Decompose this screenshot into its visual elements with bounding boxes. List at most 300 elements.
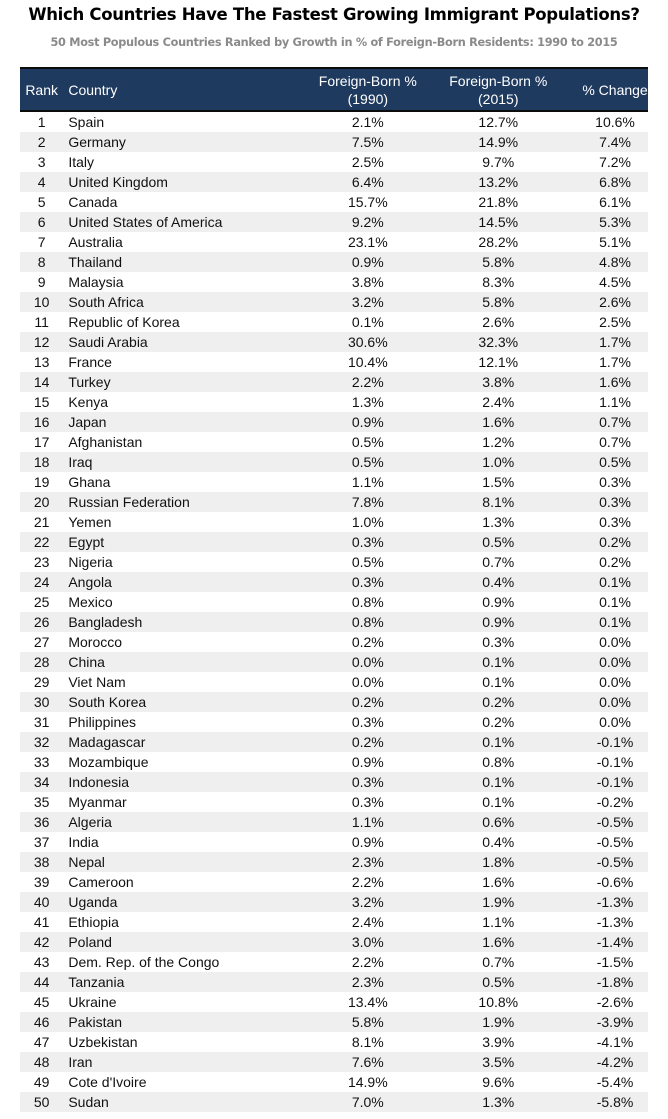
foreign-born-1990-cell: 2.5% [351,154,384,170]
foreign-born-2015-cell: 3.8% [482,374,515,390]
percent-change-cell: 1.7% [599,354,631,370]
foreign-born-2015-cell: 32.3% [478,334,519,350]
foreign-born-2015-cell: 0.5% [482,534,515,550]
table-row [20,612,648,632]
rank-cell: 49 [33,1074,50,1090]
country-cell: Russian Federation [68,494,190,510]
foreign-born-2015-cell: 14.5% [478,214,519,230]
foreign-born-2015-cell: 1.8% [482,854,515,870]
rank-cell: 41 [33,914,50,930]
country-cell: Pakistan [68,1014,123,1030]
rank-cell: 38 [33,854,50,870]
foreign-born-2015-cell: 12.7% [478,114,519,130]
country-cell: Italy [68,154,95,170]
table-row [20,272,648,292]
foreign-born-1990-cell: 0.0% [351,654,384,670]
table-row [20,832,648,852]
rank-cell: 4 [37,174,46,190]
rank-cell: 12 [33,334,50,350]
rank-cell: 48 [33,1054,50,1070]
percent-change-cell: 4.8% [599,254,631,270]
foreign-born-2015-cell: 0.6% [482,814,515,830]
foreign-born-1990-cell: 0.8% [351,614,384,630]
foreign-born-2015-cell: 1.5% [482,474,515,490]
foreign-born-2015-cell: 0.8% [482,754,515,770]
foreign-born-2015-cell: 21.8% [478,194,519,210]
foreign-born-1990-cell: 6.4% [351,174,384,190]
rank-cell: 46 [33,1014,50,1030]
country-cell: Cote d'Ivoire [68,1074,147,1090]
page-title: Which Countries Have The Fastest Growing Immigrant Populations? [28,5,640,24]
rank-cell: 35 [33,794,50,810]
foreign-born-2015-cell: 1.6% [482,414,515,430]
percent-change-cell: 2.5% [599,314,631,330]
foreign-born-1990-cell: 0.0% [351,674,384,690]
rank-cell: 47 [33,1034,50,1050]
table-row [20,892,648,912]
percent-change-cell: -0.1% [596,734,634,750]
rank-cell: 34 [33,774,50,790]
foreign-born-1990-cell: 1.1% [351,474,384,490]
foreign-born-1990-cell: 0.3% [351,714,384,730]
percent-change-cell: -0.5% [596,814,634,830]
percent-change-cell: -2.6% [596,994,634,1010]
table-row [20,652,648,672]
foreign-born-1990-cell: 2.2% [351,874,384,890]
percent-change-cell: 0.1% [599,594,631,610]
country-cell: Kenya [68,394,109,410]
rank-cell: 39 [33,874,50,890]
country-cell: Canada [68,194,118,210]
table-row [20,632,648,652]
table-row [20,992,648,1012]
rank-cell: 43 [33,954,50,970]
rank-cell: 15 [33,394,50,410]
foreign-born-2015-cell: 9.7% [482,154,515,170]
rank-cell: 31 [33,714,50,730]
country-cell: Yemen [68,514,112,530]
country-cell: Saudi Arabia [68,334,148,350]
rank-cell: 17 [33,434,50,450]
percent-change-cell: -1.3% [596,894,634,910]
percent-change-cell: 6.1% [599,194,631,210]
rank-cell: 25 [33,594,50,610]
foreign-born-2015-cell: 12.1% [478,354,519,370]
foreign-born-2015-cell: 5.8% [482,254,515,270]
percent-change-cell: 0.5% [599,454,631,470]
rank-cell: 36 [33,814,50,830]
rank-cell: 50 [33,1094,50,1110]
rank-cell: 21 [33,514,50,530]
rank-cell: 45 [33,994,50,1010]
country-cell: Uganda [68,894,118,910]
percent-change-cell: 5.1% [599,234,631,250]
table-row [20,752,648,772]
foreign-born-1990-cell: 3.2% [351,294,384,310]
foreign-born-1990-cell: 3.2% [351,894,384,910]
foreign-born-1990-cell: 1.0% [351,514,384,530]
foreign-born-1990-cell: 7.5% [351,134,384,150]
table-row [20,192,648,212]
table-row [20,412,648,432]
country-cell: Poland [68,934,112,950]
foreign-born-2015-cell: 0.1% [482,674,515,690]
rank-cell: 10 [33,294,50,310]
rank-cell: 1 [37,114,46,130]
foreign-born-2015-cell: 0.1% [482,774,515,790]
country-cell: Germany [68,134,126,150]
table-row [20,372,648,392]
country-cell: Nigeria [68,554,113,570]
percent-change-cell: 1.7% [599,334,631,350]
foreign-born-2015-cell: 0.7% [482,554,515,570]
rank-cell: 29 [33,674,50,690]
percent-change-cell: 0.3% [599,494,631,510]
percent-change-cell: 0.2% [599,554,631,570]
foreign-born-2015-cell: 3.5% [482,1054,515,1070]
rank-cell: 9 [37,274,46,290]
country-cell: Ukraine [68,994,117,1010]
foreign-born-1990-cell: 7.8% [351,494,384,510]
percent-change-cell: -0.1% [596,754,634,770]
rank-cell: 3 [37,154,46,170]
country-cell: South Africa [68,294,144,310]
percent-change-cell: 4.5% [599,274,631,290]
foreign-born-2015-cell: 1.9% [482,1014,515,1030]
table-row [20,1052,648,1072]
country-cell: India [68,834,99,850]
country-cell: Madagascar [68,734,146,750]
foreign-born-2015-cell: 2.4% [482,394,515,410]
foreign-born-2015-cell: 0.3% [482,634,515,650]
country-cell: South Korea [68,694,147,710]
table-row [20,972,648,992]
foreign-born-1990-cell: 0.9% [351,254,384,270]
foreign-born-1990-cell: 5.8% [351,1014,384,1030]
foreign-born-2015-cell: 0.2% [482,714,515,730]
table-row [20,852,648,872]
foreign-born-2015-cell: 1.1% [482,914,515,930]
foreign-born-1990-cell: 0.8% [351,594,384,610]
foreign-born-1990-cell: 1.1% [351,814,384,830]
country-cell: Angola [68,574,112,590]
country-cell: Myanmar [68,794,127,810]
foreign-born-2015-cell: 9.6% [482,1074,515,1090]
foreign-born-2015-cell: 0.5% [482,974,515,990]
foreign-born-2015-cell: 1.3% [482,1094,515,1110]
foreign-born-2015-cell: 3.9% [482,1034,515,1050]
column-header-percent-change: % Change [582,81,648,98]
rank-cell: 27 [33,634,50,650]
country-cell: Afghanistan [68,434,143,450]
rank-cell: 11 [34,314,49,330]
table-row [20,532,648,552]
column-header-foreign-born-1990-line2: (1990) [347,90,389,107]
foreign-born-2015-cell: 0.9% [482,614,515,630]
foreign-born-1990-cell: 0.3% [351,774,384,790]
foreign-born-2015-cell: 0.1% [482,734,515,750]
foreign-born-2015-cell: 0.4% [482,574,515,590]
column-header-foreign-born-1990-line1: Foreign-Born % [318,72,417,89]
foreign-born-1990-cell: 0.1% [351,314,384,330]
percent-change-cell: -5.4% [596,1074,634,1090]
foreign-born-1990-cell: 0.9% [351,754,384,770]
foreign-born-2015-cell: 1.2% [482,434,515,450]
table-row [20,1072,648,1092]
country-cell: Ethiopia [68,914,119,930]
percent-change-cell: 7.2% [599,154,631,170]
country-cell: Iraq [68,454,93,470]
percent-change-cell: 6.8% [599,174,631,190]
table-header [20,67,648,112]
percent-change-cell: 0.0% [599,634,631,650]
percent-change-cell: -0.6% [596,874,634,890]
foreign-born-1990-cell: 8.1% [351,1034,384,1050]
rank-cell: 22 [33,534,50,550]
percent-change-cell: -0.1% [596,774,634,790]
percent-change-cell: 10.6% [595,114,635,130]
percent-change-cell: -1.5% [596,954,634,970]
foreign-born-1990-cell: 0.5% [351,434,384,450]
country-cell: Malaysia [68,274,124,290]
table-row [20,552,648,572]
rank-cell: 6 [37,214,46,230]
country-cell: Indonesia [68,774,130,790]
country-cell: Mozambique [68,754,149,770]
table-row [20,572,648,592]
country-cell: Ghana [68,474,111,490]
rank-cell: 2 [37,134,46,150]
table-row [20,152,648,172]
percent-change-cell: 0.7% [599,434,631,450]
foreign-born-2015-cell: 8.3% [482,274,515,290]
country-cell: Bangladesh [68,614,143,630]
table-row [20,872,648,892]
percent-change-cell: -0.5% [596,854,634,870]
percent-change-cell: 0.0% [599,674,631,690]
country-cell: Spain [68,114,105,130]
page-subtitle: 50 Most Populous Countries Ranked by Growth in % of Foreign-Born Residents: 1990 to 2015 [50,36,618,49]
country-cell: Dem. Rep. of the Congo [68,954,220,970]
foreign-born-2015-cell: 0.1% [482,654,515,670]
percent-change-cell: 1.6% [599,374,631,390]
table-row [20,592,648,612]
percent-change-cell: -1.4% [596,934,634,950]
foreign-born-1990-cell: 0.2% [351,734,384,750]
country-cell: Morocco [68,634,123,650]
country-cell: Viet Nam [68,674,126,690]
column-header-rank: Rank [25,81,58,98]
country-cell: Egypt [68,534,105,550]
rank-cell: 32 [33,734,50,750]
country-cell: Japan [68,414,107,430]
foreign-born-2015-cell: 1.6% [482,934,515,950]
foreign-born-1990-cell: 0.2% [351,694,384,710]
foreign-born-1990-cell: 2.2% [351,374,384,390]
table-row [20,292,648,312]
foreign-born-1990-cell: 0.9% [351,834,384,850]
percent-change-cell: 0.1% [599,574,631,590]
country-cell: Mexico [68,594,113,610]
table-row [20,812,648,832]
rank-cell: 24 [33,574,50,590]
table-row [20,452,648,472]
table-row [20,492,648,512]
country-cell: Turkey [68,374,111,390]
percent-change-cell: -0.5% [596,834,634,850]
foreign-born-1990-cell: 0.2% [351,634,384,650]
foreign-born-2015-cell: 5.8% [482,294,515,310]
country-cell: Cameroon [68,874,134,890]
country-cell: Nepal [68,854,105,870]
rank-cell: 33 [33,754,50,770]
rank-cell: 40 [33,894,50,910]
rank-cell: 23 [33,554,50,570]
table-row [20,512,648,532]
percent-change-cell: 0.0% [599,654,631,670]
percent-change-cell: 0.0% [599,714,631,730]
column-header-foreign-born-2015-line1: Foreign-Born % [449,72,548,89]
percent-change-cell: -0.2% [596,794,634,810]
percent-change-cell: 0.1% [599,614,631,630]
foreign-born-2015-cell: 8.1% [482,494,515,510]
foreign-born-2015-cell: 1.3% [482,514,515,530]
foreign-born-1990-cell: 1.3% [351,394,384,410]
table-row [20,792,648,812]
percent-change-cell: -3.9% [596,1014,634,1030]
country-cell: United States of America [68,214,223,230]
foreign-born-1990-cell: 2.3% [351,974,384,990]
table-row [20,312,648,332]
foreign-born-2015-cell: 0.7% [482,954,515,970]
percent-change-cell: 1.1% [599,394,631,410]
foreign-born-2015-cell: 13.2% [478,174,519,190]
table-row [20,952,648,972]
foreign-born-1990-cell: 0.5% [351,554,384,570]
foreign-born-2015-cell: 1.0% [482,454,515,470]
column-header-foreign-born-2015 [446,72,550,108]
rank-cell: 8 [37,254,46,270]
table-row [20,932,648,952]
table-row [20,732,648,752]
foreign-born-1990-cell: 30.6% [347,334,388,350]
table-row [20,712,648,732]
table-row [20,1032,648,1052]
rank-cell: 28 [33,654,50,670]
rank-cell: 14 [33,374,50,390]
table-row [20,472,648,492]
country-cell: France [68,354,112,370]
data-table [20,67,648,1112]
table-row [20,692,648,712]
table-row [20,172,648,192]
foreign-born-2015-cell: 1.9% [482,894,515,910]
table-row [20,912,648,932]
foreign-born-1990-cell: 2.4% [351,914,384,930]
country-cell: United Kingdom [68,174,168,190]
table-row [20,672,648,692]
column-header-foreign-born-1990 [297,72,438,108]
table-row [20,112,648,132]
rank-cell: 37 [33,834,50,850]
country-cell: Algeria [68,814,112,830]
table-body [20,112,648,1112]
foreign-born-1990-cell: 15.7% [347,194,388,210]
foreign-born-1990-cell: 3.0% [351,934,384,950]
percent-change-cell: 0.7% [599,414,631,430]
foreign-born-1990-cell: 0.3% [351,534,384,550]
foreign-born-1990-cell: 2.3% [351,854,384,870]
percent-change-cell: -4.2% [596,1054,634,1070]
foreign-born-1990-cell: 2.2% [351,954,384,970]
foreign-born-1990-cell: 0.9% [351,414,384,430]
foreign-born-1990-cell: 13.4% [347,994,388,1010]
foreign-born-2015-cell: 28.2% [478,234,519,250]
column-header-country: Country [68,81,118,98]
percent-change-cell: 0.3% [599,514,631,530]
rank-cell: 13 [33,354,50,370]
table-row [20,332,648,352]
rank-cell: 30 [33,694,50,710]
country-cell: Iran [68,1054,93,1070]
percent-change-cell: -5.8% [596,1094,634,1110]
percent-change-cell: -1.8% [596,974,634,990]
rank-cell: 5 [37,194,46,210]
rank-cell: 7 [37,234,46,250]
country-cell: Republic of Korea [68,314,180,330]
column-header-foreign-born-2015-line2: (2015) [478,90,519,107]
foreign-born-1990-cell: 14.9% [347,1074,388,1090]
rank-cell: 18 [33,454,50,470]
rank-cell: 16 [33,414,50,430]
foreign-born-1990-cell: 2.1% [351,114,384,130]
table-row [20,432,648,452]
percent-change-cell: 0.3% [599,474,631,490]
foreign-born-2015-cell: 0.9% [482,594,515,610]
country-cell: China [68,654,105,670]
foreign-born-1990-cell: 23.1% [347,234,388,250]
table-row [20,1092,648,1112]
percent-change-cell: -1.3% [596,914,634,930]
country-cell: Uzbekistan [68,1034,138,1050]
foreign-born-2015-cell: 1.6% [482,874,515,890]
foreign-born-1990-cell: 10.4% [347,354,388,370]
table-row [20,352,648,372]
table-row [20,232,648,252]
percent-change-cell: 0.2% [599,534,631,550]
foreign-born-1990-cell: 7.0% [351,1094,384,1110]
percent-change-cell: 5.3% [599,214,631,230]
country-cell: Thailand [68,254,123,270]
rank-cell: 19 [33,474,50,490]
country-cell: Philippines [68,714,137,730]
country-cell: Tanzania [68,974,125,990]
table-row [20,212,648,232]
foreign-born-1990-cell: 3.8% [351,274,384,290]
percent-change-cell: 7.4% [599,134,631,150]
foreign-born-1990-cell: 9.2% [351,214,384,230]
country-cell: Sudan [68,1094,109,1110]
rank-cell: 44 [33,974,50,990]
foreign-born-2015-cell: 14.9% [478,134,519,150]
country-cell: Australia [68,234,123,250]
percent-change-cell: 0.0% [599,694,631,710]
foreign-born-2015-cell: 0.1% [482,794,515,810]
table-row [20,1012,648,1032]
table-row [20,772,648,792]
foreign-born-2015-cell: 2.6% [482,314,515,330]
rank-cell: 20 [33,494,50,510]
